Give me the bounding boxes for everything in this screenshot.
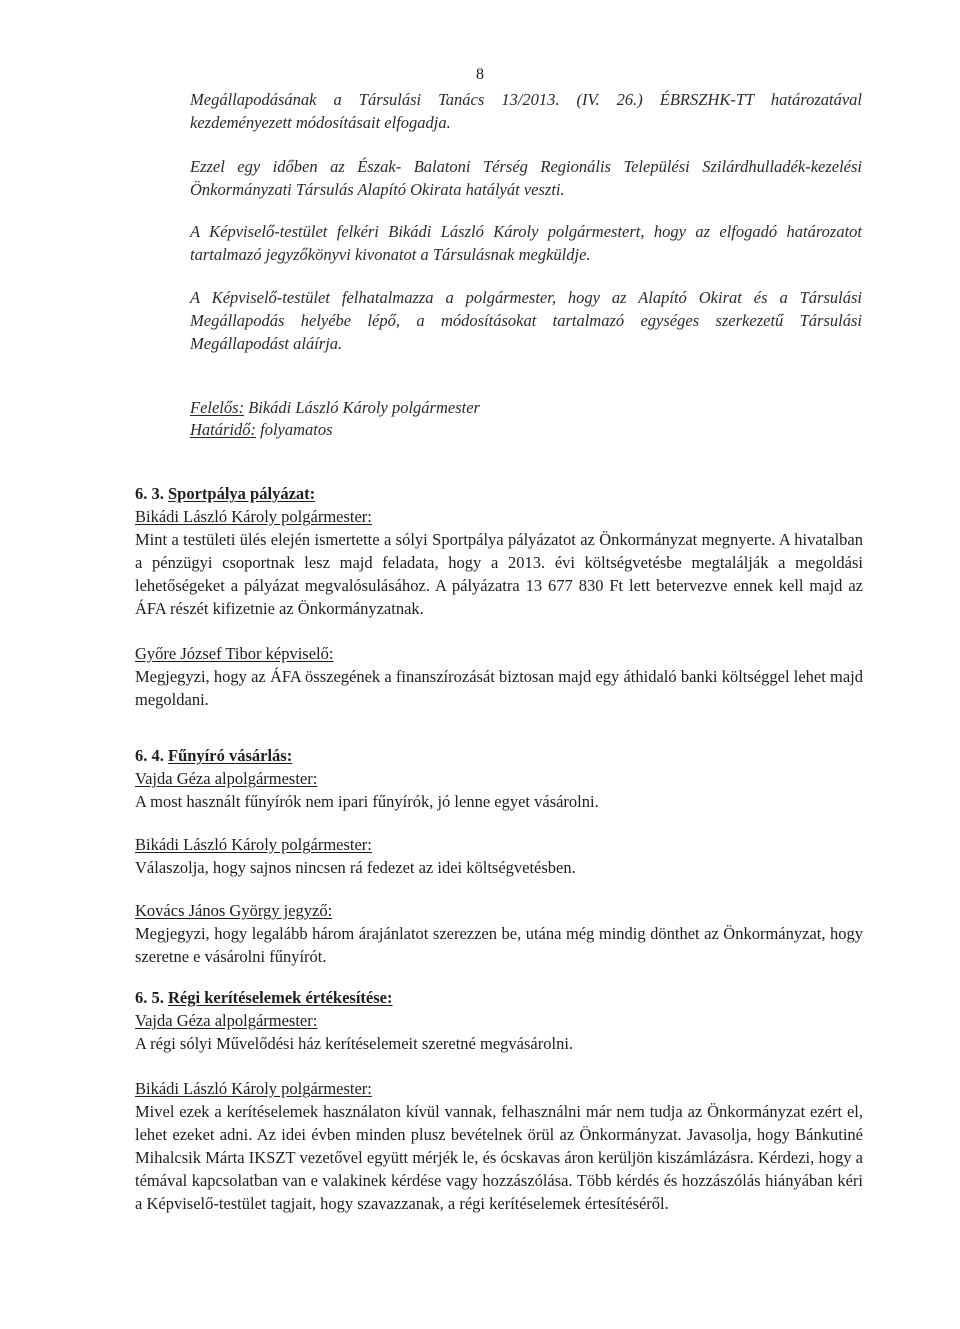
deadline-label: Határidő: bbox=[190, 420, 256, 439]
section-6-5 bbox=[135, 986, 863, 1215]
speaker-label: Vajda Géza alpolgármester: bbox=[135, 1011, 318, 1030]
section-title: Sportpálya pályázat: bbox=[168, 484, 316, 503]
responsible-value: Bikádi László Károly polgármester bbox=[244, 398, 480, 417]
responsible-line bbox=[190, 396, 862, 419]
section-number: 6. 3. bbox=[135, 484, 168, 503]
intro-paragraph-4: A Képviselő-testület felhatalmazza a polgármester, hogy az Alapító Okirat és a Társulási Megállapodás helyébe lépő, a módosításokat tartalmazó egységes szerkezetű Társulási Megállapodást aláírja. bbox=[190, 288, 862, 353]
speaker-label: Vajda Géza alpolgármester: bbox=[135, 769, 318, 788]
speech-text: Megjegyzi, hogy legalább három árajánlatot szerezzen be, utána még mindig dönthet az Önkormányzat, hogy szeretne e vásárolni fűnyírót. bbox=[135, 924, 863, 966]
speaker-label: Bikádi László Károly polgármester: bbox=[135, 1079, 372, 1098]
speaker-label: Győre József Tibor képviselő: bbox=[135, 644, 334, 663]
section-6-3 bbox=[135, 482, 863, 711]
page-number: 8 bbox=[476, 66, 484, 83]
intro-paragraph-2: Ezzel egy időben az Észak- Balatoni Térség Regionális Települési Szilárdhulladék-kezelési Önkormányzati Társulás Alapító Okirata hatályát veszti. bbox=[190, 157, 862, 199]
speech-text: A régi sólyi Művelődési ház kerítéselemeit szeretné megvásárolni. bbox=[135, 1034, 574, 1053]
intro-paragraph-1: Megállapodásának a Társulási Tanács 13/2013. (IV. 26.) ÉBRSZHK-TT határozatával kezdeményezett módosításait elfogadja. bbox=[190, 90, 862, 132]
section-heading bbox=[135, 744, 863, 767]
intro-paragraph-3: A Képviselő-testület felkéri Bikádi László Károly polgármestert, hogy az elfogadó határozatot tartalmazó jegyzőkönyvi kivonatot a Társulásnak megküldje. bbox=[190, 222, 862, 264]
speaker-label: Kovács János György jegyző: bbox=[135, 901, 333, 920]
responsible-label: Felelős: bbox=[190, 398, 245, 417]
speech-text: Válaszolja, hogy sajnos nincsen rá fedezet az idei költségvetésben. bbox=[135, 858, 576, 877]
section-title: Régi kerítéselemek értékesítése: bbox=[168, 988, 393, 1007]
section-heading bbox=[135, 482, 863, 505]
deadline-line bbox=[190, 418, 862, 441]
section-number: 6. 4. bbox=[135, 746, 168, 765]
section-number: 6. 5. bbox=[135, 988, 168, 1007]
section-title: Fűnyíró vásárlás: bbox=[168, 746, 293, 765]
speech-text: A most használt fűnyírók nem ipari fűnyírók, jó lenne egyet vásárolni. bbox=[135, 792, 599, 811]
section-heading bbox=[135, 986, 863, 1009]
speech-text: Mivel ezek a kerítéselemek használaton kívül vannak, felhasználni már nem tudja az Önkormányzat ezért el, lehet ezeket adni. Az idei évben minden plusz bevételnek örül az Önkormányzat. Javasolja, hogy Bánkutiné Mihalcsik Márta IKSZT vezetővel együtt mérjék le, és ócskavas áron kerüljön kiszámlázásra. Kérdezi, hogy a témával kapcsolatban van e valakinek kérdése vagy hozzászólása. Több kérdés és hozzászólás hiányában kéri a Képviselő-testület tagjait, hogy szavazzanak, a régi kerítéselemek értesítéséről. bbox=[135, 1102, 863, 1213]
section-6-4 bbox=[135, 744, 863, 968]
speech-text: Mint a testületi ülés elején ismertette a sólyi Sportpálya pályázatot az Önkormányzat megnyerte. A hivatalban a pénzügyi csoportnak lesz majd feladata, hogy a 2013. évi költségvetésbe megtalálják a megoldási lehetőségeket a pályázat megvalósulásához. A pályázatra 13 677 830 Ft lett betervezve ennek kell majd az ÁFA részét kifizetnie az Önkormányzatnak. bbox=[135, 530, 863, 618]
speaker-label: Bikádi László Károly polgármester: bbox=[135, 835, 372, 854]
speaker-label: Bikádi László Károly polgármester: bbox=[135, 507, 372, 526]
speech-text: Megjegyzi, hogy az ÁFA összegének a finanszírozását biztosan majd egy áthidaló banki költséggel lehet majd megoldani. bbox=[135, 667, 863, 709]
deadline-value: folyamatos bbox=[256, 420, 333, 439]
